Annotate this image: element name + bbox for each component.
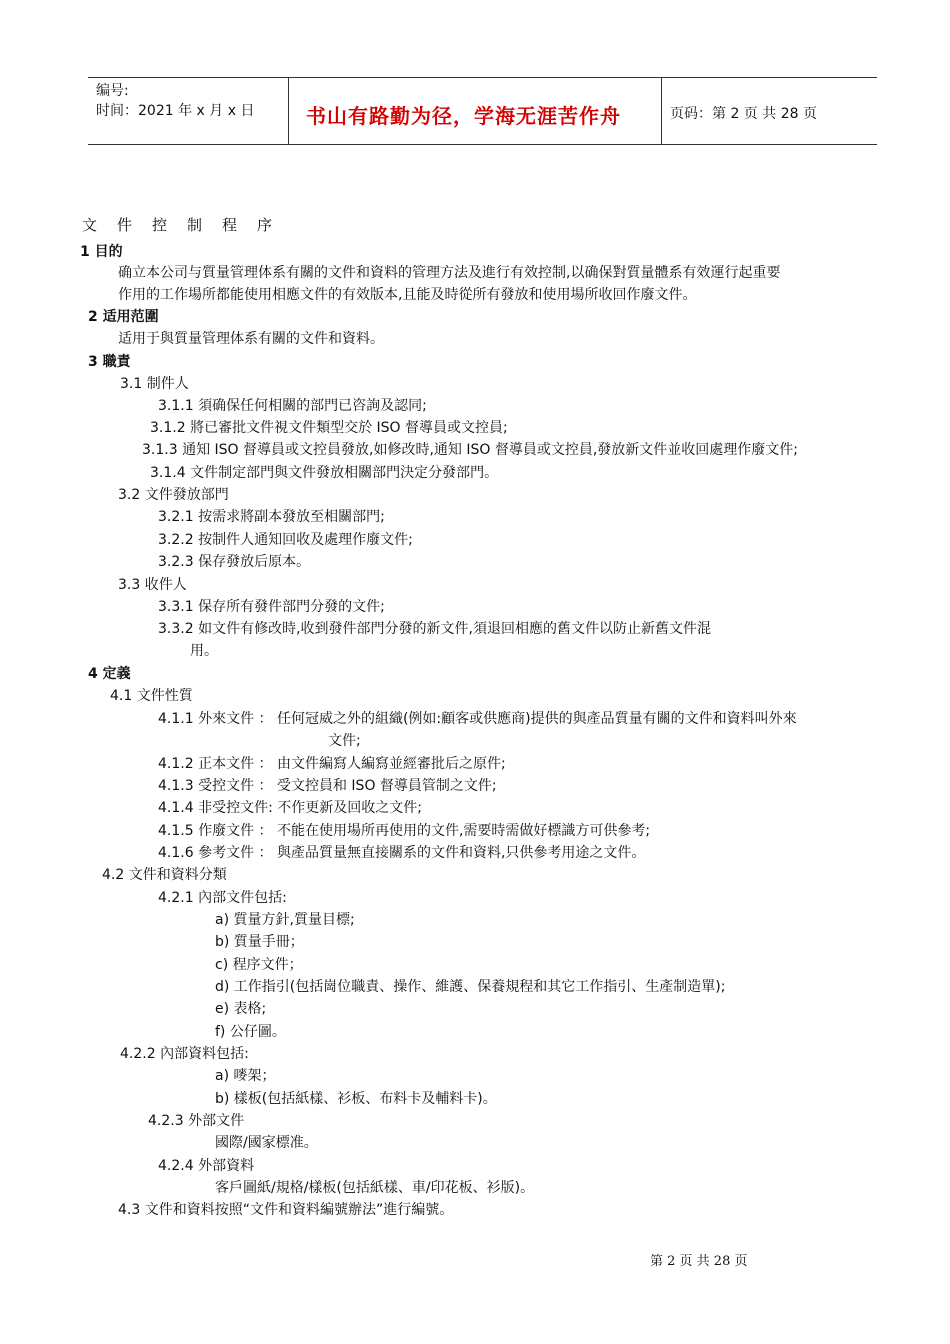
body-line: 3.1 制件人: [120, 376, 189, 392]
body-line: d) 工作指引(包括崗位職責、操作、維護、保養規程和其它工作指引、生產制造單);: [215, 979, 726, 995]
body-line: 4.1.4 非受控文件: 不作更新及回收之文件;: [158, 800, 422, 816]
footer-page-number: 第 2 页 共 28 页: [650, 1254, 748, 1269]
body-line: 2 适用范圍: [88, 309, 159, 325]
header-top-rule: [88, 77, 877, 78]
body-line: 确立本公司与質量管理体系有關的文件和資料的管理方法及進行有效控制,以确保對質量體系有效運行起重要: [118, 265, 781, 281]
document-number-label: 编号:: [96, 83, 129, 99]
body-line: 1 目的: [80, 244, 123, 260]
body-line: 3.2 文件發放部門: [118, 487, 229, 503]
body-line: 文件;: [328, 733, 361, 749]
body-line: 國際/國家標准。: [215, 1135, 318, 1151]
body-line: 3.3 收件人: [118, 577, 187, 593]
body-line: 4.3 文件和資料按照“文件和資料編號辦法”進行編號。: [118, 1202, 454, 1218]
body-line: 3 職責: [88, 354, 131, 370]
body-line: 4.1.6 參考文件 ： 與產品質量無直接關系的文件和資料,只供參考用途之文件。: [158, 845, 646, 861]
body-line: 4.1.3 受控文件 ： 受文控員和 ISO 督導員管制之文件;: [158, 778, 497, 794]
body-line: 4.1.1 外來文件 ： 任何冠威之外的組織(例如:顧客或供應商)提供的與產品質量有關的文件和資料叫外來: [158, 711, 797, 727]
body-line: a) 質量方針,質量目標;: [215, 912, 355, 928]
body-line: 4.1.5 作廢文件 ： 不能在使用場所再使用的文件,需要時需做好標識方可供參考;: [158, 823, 651, 839]
body-line: b) 樣板(包括紙樣、衫板、布料卡及輔料卡)。: [215, 1091, 497, 1107]
body-line: 3.3.1 保存所有發件部門分發的文件;: [158, 599, 385, 615]
body-line: a) 嘜架；: [215, 1068, 276, 1084]
header-page-info: 页码：第 2 页 共 28 页: [670, 106, 817, 122]
document-time-label: 时间：2021 年 x 月 x 日: [96, 103, 255, 119]
body-line: 适用于與質量管理体系有關的文件和資料。: [118, 331, 384, 347]
header-divider-right: [661, 77, 662, 144]
body-line: c) 程序文件；: [215, 957, 303, 973]
body-line: 4.2.3 外部文件: [148, 1113, 245, 1129]
body-line: 3.3.2 如文件有修改時,收到發件部門分發的新文件,須退回相應的舊文件以防止新舊文件混: [158, 621, 711, 637]
body-line: 用。: [190, 643, 218, 659]
header-motto: 书山有路勤为径，学海无涯苦作舟: [306, 104, 621, 128]
body-line: 3.1.4 文件制定部門與文件發放相關部門決定分發部門。: [150, 465, 499, 481]
body-line: 3.2.3 保存發放后原本。: [158, 554, 311, 570]
header-bottom-rule: [88, 144, 877, 145]
body-line: 4.2 文件和資料分類: [102, 867, 227, 883]
body-line: 3.1.3 通知 ISO 督導員或文控員發放,如修改時,通知 ISO 督導員或文控員,發放新文件並收回處理作廢文件;: [142, 442, 799, 458]
body-line: b) 質量手冊；: [215, 934, 304, 950]
body-line: 4.1.2 正本文件 ： 由文件編寫人編寫並經審批后之原件;: [158, 756, 506, 772]
body-line: 3.1.2 將已審批文件視文件類型交於 ISO 督導員或文控員;: [150, 420, 508, 436]
body-line: 4 定義: [88, 666, 131, 682]
body-line: 客戶圖紙/規格/樣板(包括紙樣、車/印花板、衫版)。: [215, 1180, 535, 1196]
body-line: f) 公仔圖。: [215, 1024, 286, 1040]
body-line: 3.2.2 按制件人通知回收及處理作廢文件;: [158, 532, 413, 548]
body-line: 4.2.2 內部資料包括:: [120, 1046, 249, 1062]
body-line: 3.2.1 按需求將副本發放至相關部門;: [158, 509, 385, 525]
header-divider-left: [288, 77, 289, 144]
document-title: 文件控制程序: [82, 216, 293, 234]
body-line: 4.2.1 內部文件包括:: [158, 890, 287, 906]
body-line: 4.2.4 外部資料: [158, 1158, 255, 1174]
body-line: 4.1 文件性質: [110, 688, 193, 704]
body-line: 3.1.1 須确保任何相關的部門已咨詢及認同;: [158, 398, 427, 414]
body-line: 作用的工作場所都能使用相應文件的有效版本,且能及時從所有發放和使用場所收回作廢文件。: [118, 287, 697, 303]
body-line: e) 表格;: [215, 1001, 267, 1017]
